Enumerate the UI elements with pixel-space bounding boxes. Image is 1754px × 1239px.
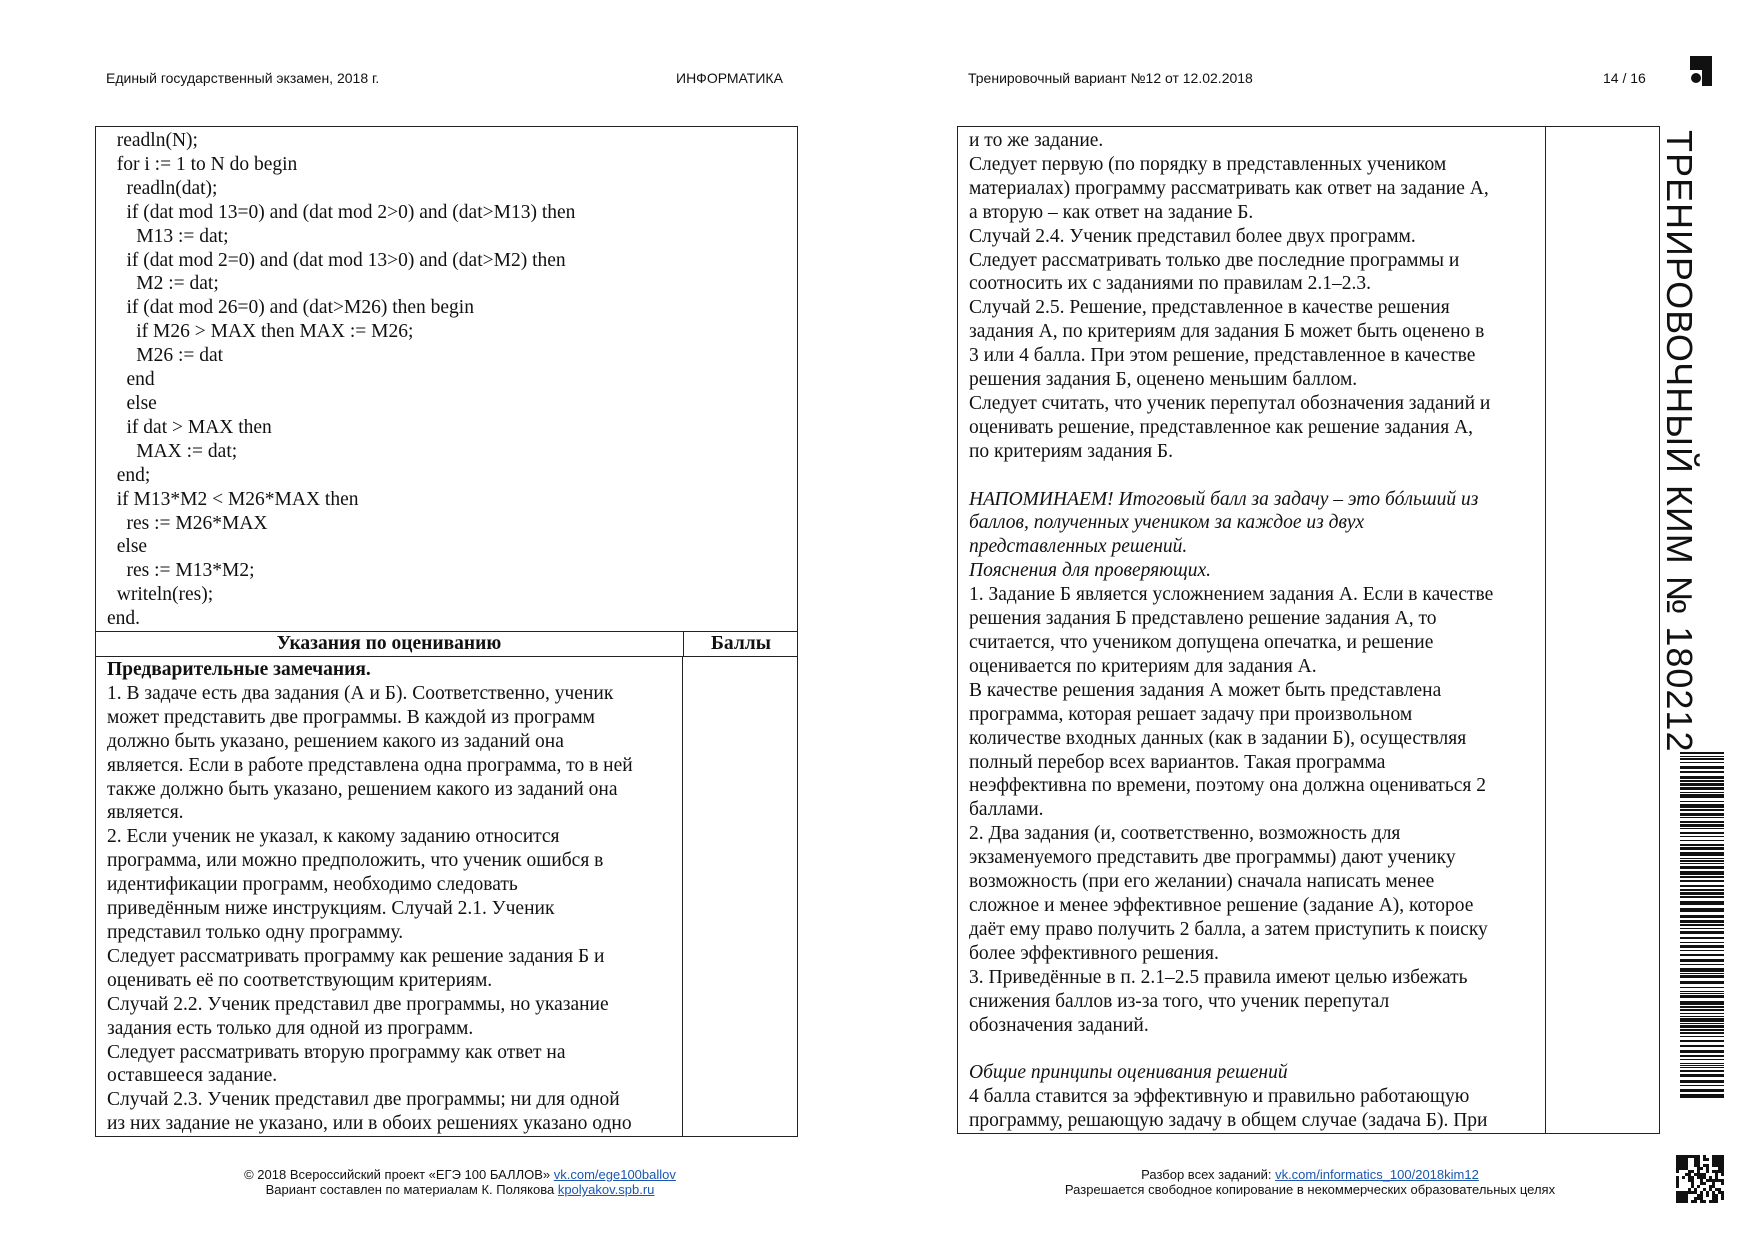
criteria-line: и то же задание. — [969, 130, 1104, 151]
header-subject: ИНФОРМАТИКА — [676, 70, 783, 86]
points-column-divider — [682, 656, 683, 1136]
code-line: if M26 > MAX then MAX := M26; — [107, 321, 414, 343]
notes-line: решения задания Б представлено решение задания А, то — [969, 608, 1437, 630]
criteria-line: материалах) программу рассматривать как ответ на задание А, — [969, 177, 1489, 199]
notes-line: более эффективного решения. — [969, 942, 1219, 964]
criteria-line: задания А, по критериям для задания Б может быть оценено в — [969, 321, 1485, 343]
code-line: readln(dat); — [107, 177, 218, 199]
criteria-line: также должно быть указано, решением какого из заданий она — [107, 778, 618, 800]
notes-line: даёт ему право получить 2 балла, а затем приступить к поиску — [969, 918, 1488, 940]
points-header: Баллы — [683, 632, 798, 656]
criteria-line: Случай 2.3. Ученик представил две программы; ни для одной — [107, 1089, 620, 1111]
notes-line: программа, которая решает задачу при произвольном — [969, 703, 1413, 725]
page-number: 14 / 16 — [1603, 70, 1646, 86]
footer-author: Вариант составлен по материалам К. Полякова — [265, 1182, 558, 1197]
notes-line: баллами. — [969, 799, 1044, 821]
notes-line: 3. Приведённые в п. 2.1–2.5 правила имеют целью избежать — [969, 966, 1468, 988]
principles-line: 4 балла ставится за эффективную и правильно работающую — [969, 1086, 1470, 1108]
criteria-header: Указания по оцениванию — [276, 633, 502, 654]
notes-line: сложное и менее эффективное решение (задание А), которое — [969, 894, 1474, 916]
criteria-line: 3 или 4 балла. При этом решение, представленное в качестве — [969, 345, 1476, 367]
criteria-line: является. — [107, 802, 184, 824]
code-line: for i := 1 to N do begin — [107, 153, 298, 175]
notes-line: обозначения заданий. — [969, 1014, 1149, 1036]
notes-line: неэффективна по времени, поэтому она должна оцениваться 2 — [969, 775, 1486, 797]
criteria-line: задания есть только для одной из программ. — [107, 1017, 474, 1039]
table-header-row — [96, 631, 797, 657]
notes-line: количестве входных данных (как в задании Б), осуществляя — [969, 727, 1467, 749]
criteria-line: из них задание не указано, или в обоих решениях указано одно — [107, 1113, 632, 1135]
side-label: ТРЕНИРОВОЧНЫЙ КИМ № 180212 — [1659, 130, 1700, 753]
header-variant: Тренировочный вариант №12 от 12.02.2018 — [968, 70, 1253, 86]
kpolyakov-link[interactable]: kpolyakov.spb.ru — [557, 1182, 655, 1197]
criteria-line: Следует первую (по порядку в представленных учеником — [969, 153, 1447, 175]
criteria-line: 2. Если ученик не указал, к какому заданию относится — [107, 826, 560, 848]
principles-title: Общие принципы оценивания решений — [969, 1062, 1288, 1084]
left-criteria-text — [107, 658, 677, 1136]
criteria-line: а вторую – как ответ на задание Б. — [969, 201, 1254, 223]
left-panel — [95, 126, 798, 1137]
code-line: if (dat mod 2=0) and (dat mod 13>0) and (dat>M2) then — [107, 249, 566, 271]
code-block — [107, 129, 575, 631]
notes-line: оценивается по критериям для задания А. — [969, 655, 1317, 677]
criteria-line: приведённым ниже инструкциям. Случай 2.1. Ученик — [107, 898, 555, 920]
principles-line: программу, решающую задачу в общем случае (задача Б). При — [969, 1110, 1488, 1132]
preliminary-title: Предварительные замечания. — [107, 659, 371, 680]
criteria-line: может представить две программы. В каждой из программ — [107, 706, 595, 728]
criteria-line: оценивать её по соответствующим критериям. — [107, 969, 493, 991]
criteria-line: по критериям задания Б. — [969, 440, 1173, 462]
criteria-line: программа, или можно предположить, что ученик ошибся в — [107, 850, 604, 872]
code-line: end. — [107, 608, 141, 630]
code-line: res := M26*MAX — [107, 512, 268, 534]
code-line: else — [107, 392, 157, 414]
notes-line: возможность (при его желании) сначала написать менее — [969, 871, 1435, 893]
criteria-line: идентификации программ, необходимо следовать — [107, 874, 518, 896]
criteria-line: должно быть указано, решением какого из заданий она — [107, 730, 564, 752]
notes-title: Пояснения для проверяющих. — [969, 560, 1211, 582]
footer-right — [1000, 1167, 1620, 1197]
notes-line: 1. Задание Б является усложнением задания А. Если в качестве — [969, 584, 1494, 606]
code-line: M13 := dat; — [107, 225, 229, 247]
notes-line: полный перебор всех вариантов. Такая программа — [969, 751, 1386, 773]
code-line: if M13*M2 < M26*MAX then — [107, 488, 359, 510]
right-panel — [957, 126, 1660, 1134]
criteria-line: оценивать решение, представленное как решение задания А, — [969, 416, 1474, 438]
header-exam: Единый государственный экзамен, 2018 г. — [106, 70, 380, 86]
solutions-link[interactable]: vk.com/informatics_100/2018kim12 — [1275, 1167, 1479, 1182]
code-line: res := M13*M2; — [107, 560, 255, 582]
notes-line: считается, что учеником допущена опечатка, и решение — [969, 632, 1434, 654]
criteria-line: Следует рассматривать программу как решение задания Б и — [107, 945, 605, 967]
code-line: end; — [107, 464, 151, 486]
criteria-line: Следует рассматривать только две последние программы и — [969, 249, 1460, 271]
criteria-line: Случай 2.4. Ученик представил более двух программ. — [969, 225, 1416, 247]
notes-line: 2. Два задания (и, соответственно, возможность для — [969, 823, 1401, 845]
code-line: if (dat mod 13=0) and (dat mod 2>0) and (dat>M13) then — [107, 201, 576, 223]
vk-project-link[interactable]: vk.com/ege100ballov — [553, 1167, 676, 1182]
criteria-line: Следует считать, что ученик перепутал обозначения заданий и — [969, 392, 1491, 414]
notes-line: экзаменуемого представить две программы) дают ученику — [969, 847, 1456, 869]
barcode-icon — [1680, 752, 1724, 1100]
code-line: else — [107, 536, 148, 558]
criteria-line: Случай 2.5. Решение, представленное в качестве решения — [969, 297, 1450, 319]
code-line: MAX := dat; — [107, 440, 238, 462]
code-line: readln(N); — [107, 130, 198, 151]
footer-license: Разрешается свободное копирование в некоммерческих образовательных целях — [1064, 1182, 1556, 1197]
code-line: end — [107, 369, 155, 391]
criteria-line: Случай 2.2. Ученик представил две программы, но указание — [107, 993, 609, 1015]
code-line: M26 := dat — [107, 345, 224, 367]
code-line: if (dat mod 26=0) and (dat>M26) then begin — [107, 297, 474, 319]
reminder-line: баллов, полученных учеником за каждое из двух — [969, 512, 1364, 534]
code-line: if dat > MAX then — [107, 416, 272, 438]
notes-line: В качестве решения задания А может быть представлена — [969, 679, 1442, 701]
code-line: writeln(res); — [107, 584, 214, 606]
criteria-line: представил только одну программу. — [107, 921, 404, 943]
criteria-line: решения задания Б, оценено меньшим баллом. — [969, 369, 1358, 391]
qr-code-icon — [1676, 1155, 1724, 1203]
criteria-line: 1. В задаче есть два задания (А и Б). Соответственно, ученик — [107, 682, 614, 704]
footer-copyright: © 2018 Всероссийский проект «ЕГЭ 100 БАЛЛОВ» — [244, 1167, 554, 1182]
criteria-line: является. Если в работе представлена одна программа, то в ней — [107, 754, 633, 776]
code-line: M2 := dat; — [107, 273, 219, 295]
criteria-line: соотносить их с заданиями по правилам 2.1–2.3. — [969, 273, 1372, 295]
corner-marker-icon — [1690, 56, 1712, 86]
criteria-line: оставшееся задание. — [107, 1065, 278, 1087]
footer-solutions: Разбор всех заданий: — [1141, 1167, 1276, 1182]
right-points-column-divider — [1545, 127, 1546, 1133]
right-criteria-text — [969, 129, 1539, 1133]
reminder-line: НАПОМИНАЕМ! Итоговый балл за задачу – это бóльший из — [969, 488, 1479, 510]
footer-left — [150, 1167, 770, 1197]
reminder-line: представленных решений. — [969, 536, 1188, 558]
criteria-line: Следует рассматривать вторую программу как ответ на — [107, 1041, 566, 1063]
notes-line: снижения баллов из-за того, что ученик перепутал — [969, 990, 1390, 1012]
